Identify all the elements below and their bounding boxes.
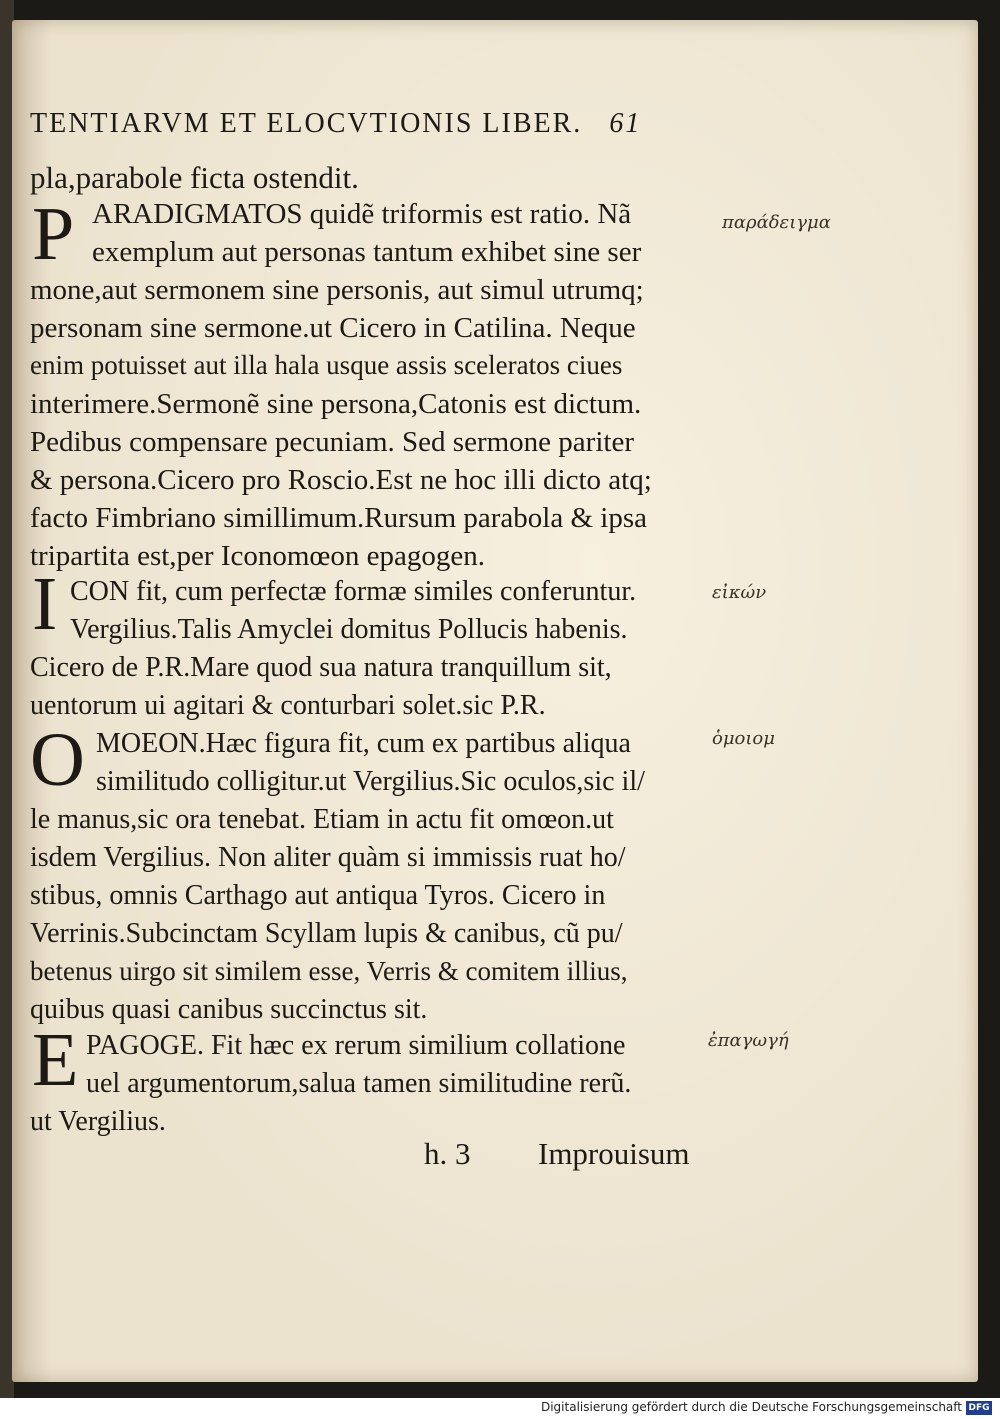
- text-line: Vergilius.Talis Amyclei domitus Pollucis habenis.: [70, 614, 628, 645]
- marginal-gloss: ἐπαγωγή: [708, 1030, 789, 1051]
- running-head: [30, 108, 641, 140]
- text-line: mone,aut sermonem sine personis, aut simul utrumq;: [30, 274, 644, 306]
- text-line: PAGOGE. Fit hæc ex rerum similium collatione: [86, 1030, 626, 1061]
- text-line: CON fit, cum perfectæ formæ similes conferuntur.: [70, 576, 637, 607]
- text-line: quibus quasi canibus succinctus sit.: [30, 994, 428, 1025]
- marginal-gloss: ὁμοιομ: [712, 728, 775, 749]
- text-line: Pedibus compensare pecuniam. Sed sermone pariter: [30, 426, 634, 458]
- text-line: uel argumentorum,salua tamen similitudine rerũ.: [86, 1068, 632, 1099]
- text-line: stibus, omnis Carthago aut antiqua Tyros. Cicero in: [30, 880, 606, 911]
- text-line: facto Fimbriano simillimum.Rursum parabola & ipsa: [30, 502, 647, 534]
- text-line: Cicero de P.R.Mare quod sua natura tranquillum sit,: [30, 652, 612, 683]
- initial-letter-o: O: [30, 718, 85, 802]
- text-line: betenus uirgo sit similem esse, Verris & comitem illius,: [30, 956, 628, 986]
- text-line: ARADIGMATOS quidẽ triformis est ratio. Nã: [92, 198, 632, 230]
- initial-letter-e: E: [32, 1018, 79, 1102]
- folio-number: 61: [609, 108, 642, 139]
- text-line: MOEON.Hæc figura fit, cum ex partibus aliqua: [96, 728, 631, 759]
- text-line: similitudo colligitur.ut Vergilius.Sic oculos,sic il/: [96, 766, 645, 797]
- text-line: personam sine sermone.ut Cicero in Catilina. Neque: [30, 312, 636, 344]
- text-line: exemplum aut personas tantum exhibet sine ser: [92, 236, 642, 268]
- text-line: ut Vergilius.: [30, 1106, 166, 1137]
- dfg-logo: DFG: [966, 1401, 992, 1415]
- text-line: Verrinis.Subcinctam Scyllam lupis & canibus, cũ pu/: [30, 918, 623, 949]
- text-line: isdem Vergilius. Non aliter quàm si immissis ruat ho/: [30, 842, 626, 873]
- catchword: Improuisum: [538, 1136, 690, 1171]
- running-head-text: TENTIARVM ET ELOCVTIONIS LIBER.: [30, 108, 583, 139]
- initial-letter-i: I: [32, 562, 58, 646]
- text-line: tripartita est,per Iconomœon epagogen.: [30, 540, 485, 572]
- marginal-gloss: εἰκών: [712, 582, 767, 603]
- text-line: uentorum ui agitari & conturbari solet.sic P.R.: [30, 690, 546, 721]
- signature-mark: h. 3: [424, 1136, 471, 1171]
- text-line: le manus,sic ora tenebat. Etiam in actu fit omœon.ut: [30, 804, 614, 835]
- text-line: interimere.Sermonẽ sine persona,Catonis est dictum.: [30, 388, 642, 420]
- text-line: enim potuisset aut illa hala usque assis sceleratos ciues: [30, 350, 623, 380]
- footer-credit: Digitalisierung gefördert durch die Deutsche Forschungsgemeinschaft: [540, 1400, 962, 1414]
- text-line: pla,parabole ficta ostendit.: [30, 160, 359, 195]
- initial-letter-p: P: [32, 192, 75, 276]
- marginal-gloss: παράδειγμα: [722, 212, 831, 233]
- text-line: & persona.Cicero pro Roscio.Est ne hoc illi dicto atq;: [30, 464, 652, 496]
